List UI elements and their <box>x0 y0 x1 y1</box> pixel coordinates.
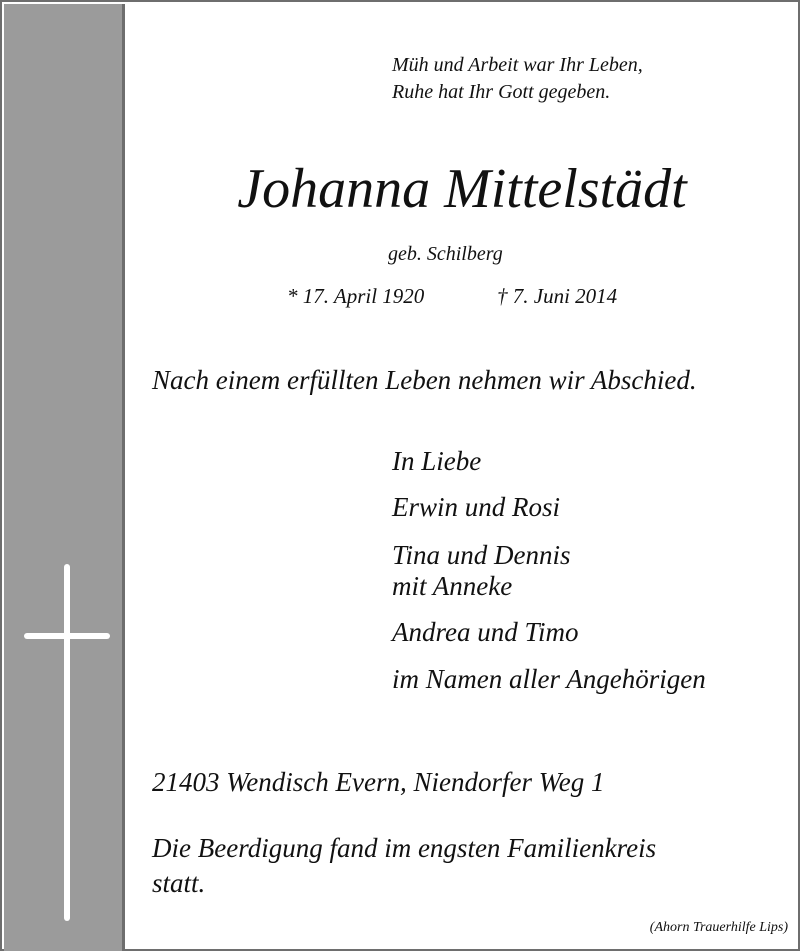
mourner-line: im Namen aller Angehörigen <box>392 664 706 694</box>
motto-line-1: Müh und Arbeit war Ihr Leben, <box>392 54 643 76</box>
farewell-text: Nach einem erfüllten Leben nehmen wir Abschied. <box>152 365 697 395</box>
deceased-name: Johanna Mittelstädt <box>237 158 687 220</box>
motto-verse <box>392 52 643 106</box>
publisher-credit: (Ahorn Trauerhilfe Lips) <box>649 920 788 935</box>
cross-icon-crossbar <box>24 633 110 639</box>
mourner-line: Erwin und Rosi <box>392 492 561 522</box>
motto-line-2: Ruhe hat Ihr Gott gegeben. <box>392 81 611 103</box>
death-date: † 7. Juni 2014 <box>497 284 618 308</box>
cross-icon <box>64 564 70 921</box>
mourner-line: In Liebe <box>392 446 482 476</box>
funeral-notice <box>152 831 752 901</box>
mourner-line: Andrea und Timo <box>392 617 579 647</box>
birth-name: geb. Schilberg <box>388 243 503 265</box>
side-bar <box>4 4 122 951</box>
birth-date: * 17. April 1920 <box>287 284 425 308</box>
address: 21403 Wendisch Evern, Niendorfer Weg 1 <box>152 767 605 797</box>
funeral-notice-line-2: statt. <box>152 868 206 898</box>
side-bar-divider <box>122 4 125 951</box>
mourner-line: Tina und Dennis <box>392 540 571 570</box>
funeral-notice-line-1: Die Beerdigung fand im engsten Familienkreis <box>152 833 657 863</box>
mourner-line: mit Anneke <box>392 571 513 601</box>
